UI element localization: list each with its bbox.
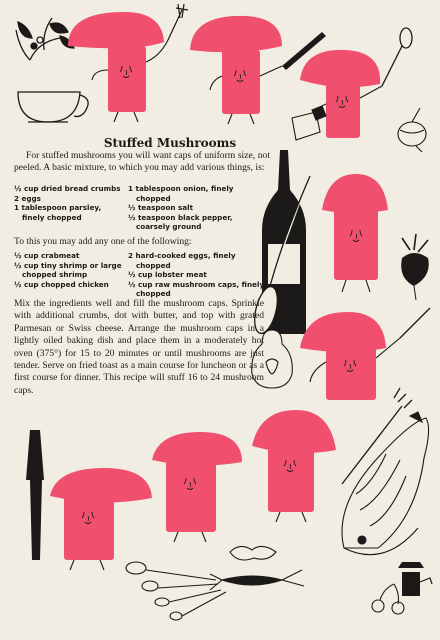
recipe-directions: Mix the ingredients well and fill the mushroom caps. Sprinkle with additional crumbs, dot with butter, and top with grated Parmesan or Swiss cheese. Arrange the mushroom caps in a lightly oiled baking dish and place them in a moderately hot oven (375°) for 15 to 20 minutes or until mushrooms are just tender. Serve on fried toast as a main course for luncheon or as a first course for dinner. This recipe will stuff 16 to 24 mushroom caps.: [14, 298, 264, 396]
mushroom-8-icon: [252, 410, 336, 522]
addition-ingredients-left: [14, 251, 126, 289]
ingredient-item: ½ cup dried bread crumbs: [14, 184, 121, 193]
radish-icon: [401, 234, 429, 300]
mushroom-with-fork-icon: [68, 4, 188, 122]
ingredient-item: ½ teaspoon black pepper, coarsely ground: [128, 212, 233, 232]
ingredient-item: 2 hard-cooked eggs, finely chopped: [128, 251, 236, 270]
ingredient-item: ½ cup lobster meat: [128, 270, 207, 280]
cherries-icon: [372, 584, 404, 614]
pepper-grinder-icon: [398, 562, 432, 596]
mushroom-4-icon: [322, 174, 388, 292]
lobster-icon: [210, 546, 304, 590]
ingredient-item: 2 eggs: [14, 193, 41, 203]
ingredient-item: ½ cup raw mushroom caps, finely chopped: [128, 279, 265, 299]
ingredient-item: 1 tablespoon parsley, finely chopped: [14, 203, 102, 222]
mushroom-5-icon: [300, 308, 430, 400]
ingredient-item: ½ cup chopped chicken: [14, 279, 109, 289]
onion-icon: [398, 108, 426, 152]
recipe-title: Stuffed Mushrooms: [103, 136, 237, 150]
ingredient-item: ½ cup crabmeat: [14, 251, 80, 260]
fish-on-platter-icon: [342, 412, 429, 555]
addition-intro: To this you may add any one of the following:: [14, 236, 192, 247]
mushroom-6-icon: [50, 468, 152, 570]
ingredient-item: 1 tablespoon onion, finely chopped: [128, 184, 234, 203]
ingredient-item: ½ cup tiny shrimp or large chopped shrimp: [14, 260, 122, 280]
ingredient-item: ½ teaspoon salt: [128, 203, 194, 213]
recipe-intro: For stuffed mushrooms you will want caps of uniform size, not peeled. A basic mixture, to which you may add various things, is:: [14, 150, 270, 174]
knife-icon: [26, 430, 44, 560]
measuring-spoons-icon: [126, 562, 226, 620]
salt-shaker-icon: [292, 106, 326, 140]
basic-ingredients-left: [14, 184, 126, 222]
mushroom-7-icon: [152, 432, 242, 542]
basic-ingredients-right: [128, 184, 268, 232]
addition-ingredients-right: [128, 251, 268, 299]
